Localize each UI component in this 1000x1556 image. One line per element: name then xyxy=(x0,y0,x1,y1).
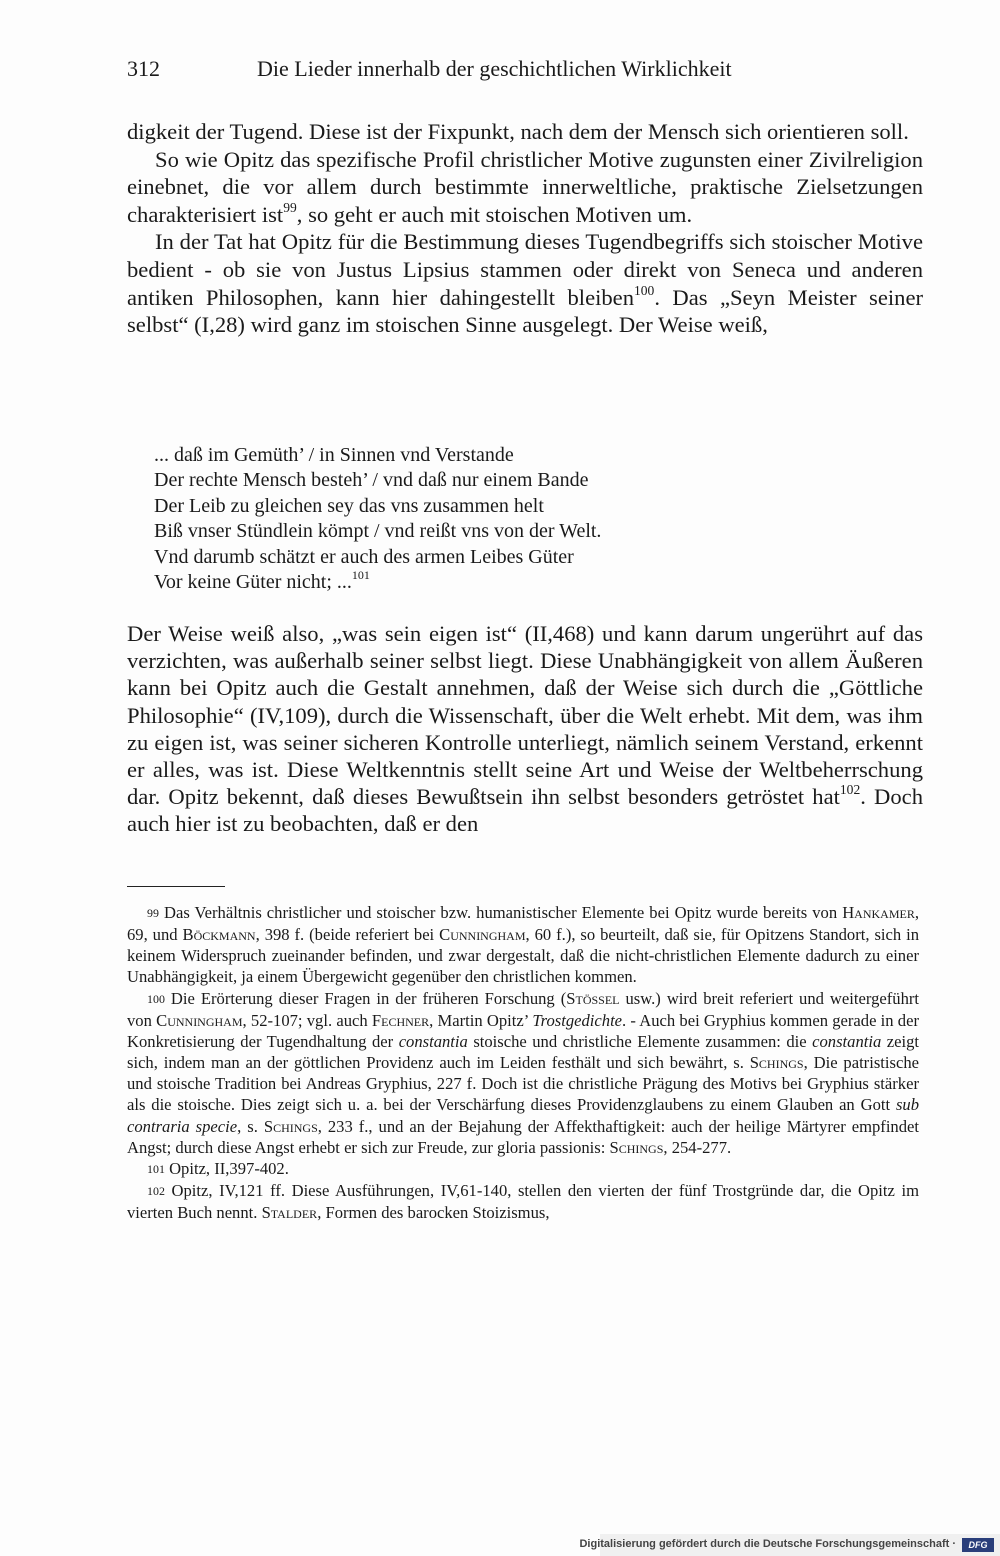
footnote-102: 102 Opitz, IV,121 ff. Diese Ausführungen, IV,61-140, stellen den vierten der fünf Trostgründe dar, die Opitz im vierten Buch nennt. Stalder, Formen des barocken Stoizismus, xyxy=(127,1181,919,1223)
footnote-ref-101: 101 xyxy=(351,568,370,583)
footnote-ref-100: 100 xyxy=(634,282,655,298)
main-text xyxy=(127,118,923,339)
paragraph-3: In der Tat hat Opitz für die Bestimmung dieses Tugendbegriffs sich stoischer Motive bedient - ob sie von Justus Lipsius stammen oder direkt von Seneca und anderen antiken Philosophen, kann hier dahingestellt bleiben$^{100}$. Das „Seyn Meister seiner selbst“ (I,28) wird ganz im stoischen Sinne ausgelegt. Der Weise weiß, xyxy=(127,229,923,338)
footnote-divider xyxy=(127,886,225,887)
footnote-ref-99: 99 xyxy=(283,199,297,215)
paragraph-1: digkeit der Tugend. Diese ist der Fixpunkt, nach dem der Mensch sich orientieren soll. xyxy=(127,119,909,144)
verse-line: Der rechte Mensch besteh’ / vnd daß nur einem Bande xyxy=(154,469,589,492)
digitization-footer xyxy=(579,1534,1000,1556)
main-text-continued xyxy=(127,620,923,838)
running-head: Die Lieder innerhalb der geschichtlichen Wirklichkeit xyxy=(257,56,732,81)
footnote-100: 100 Die Erörterung dieser Fragen in der früheren Forschung (Stössel usw.) wird breit referiert und weitergeführt von Cunningham, 52-107; vgl. auch Fechner, Martin Opitz’ Trostgedichte. - Auch bei Gryphius kommen gerade in der Konkretisierung der Tugendhaltung der constantia stoische und christliche Elemente zusammen: die constantia zeigt sich, indem man an der göttlichen Providenz auch im Leiden festhält und sich bewährt, s. Schings, Die patristische und stoische Tradition bei Andreas Gryphius, 227 f. Doch ist die christliche Prägung des Motivs bei Gryphius stärker als die stoische. Dies zeigt sich u. a. bei der Verschärfung dieses Providenzglaubens zu einem Glauben an Gott sub contraria specie, s. Schings, 233 f., und an der Bejahung der Affekthaftigkeit: auch der heilige Märtyrer empfindet Angst; durch diese Angst erhebt er sich zur Freude, zur gloria passionis: Schings, 254-277. xyxy=(127,988,920,1157)
footnote-99: 99 Das Verhältnis christlicher und stoischer bzw. humanistischer Elemente bei Opitz wurde bereits von Hankamer, 69, und Böckmann, 398 f. (beide referiert bei Cunningham, 60 f.), so beurteilt, daß sie, für Opitzens Standort, sich in keinem Widerspruch zueinander befinden, und zwar dergestalt, daß die nicht-christlichen Elemente dadurch zu einer Unabhängigkeit, ja einem Übergewicht gegenüber den christlichen kommen. xyxy=(127,903,920,987)
verse-line: Vnd darumb schätzt er auch des armen Leibes Güter xyxy=(154,545,574,568)
funding-notice: Digitalisierung gefördert durch die Deutsche Forschungsgemeinschaft · xyxy=(579,1538,956,1550)
paragraph-4: Der Weise weiß also, „was sein eigen ist“ (II,468) und kann darum ungerührt auf das verzichten, was außerhalb seiner selbst liegt. Diese Unabhängigkeit von allem Äußeren kann bei Opitz auch die Gestalt annehmen, daß der Weise sich durch die „Göttliche Philosophie“ (IV,109), durch die Wissenschaft, über die Welt erhebt. Mit dem, was ihm zu eigen ist, was seiner sicheren Kontrolle unterliegt, nämlich seinem Verstand, erkennt er alles, was ist. Diese Weltkenntnis stellt seine Art und Weise der Weltbeherrschung dar. Opitz bekennt, daß dieses Bewußtsein ihn selbst besonders getröstet hat$^{102}$. Doch auch hier ist zu beobachten, daß er den xyxy=(127,621,923,837)
footnote-101: 101 Opitz, II,397-402. xyxy=(147,1159,289,1179)
verse-quote xyxy=(154,443,601,595)
paragraph-2: So wie Opitz das spezifische Profil christlicher Motive zugunsten einer Zivilreligion einebnet, die vor allem durch bestimmte innerweltliche, praktische Zielsetzungen charakterisiert ist$^{99}$, so geht er auch mit stoischen Motiven um. xyxy=(127,146,923,227)
page-number: 312 xyxy=(127,56,160,81)
footnote-ref-102: 102 xyxy=(839,782,861,798)
dfg-logo: DFG xyxy=(962,1538,994,1552)
verse-line: Vor keine Güter nicht; ...$^{101}$ xyxy=(154,568,370,594)
verse-line: Biß vnser Stündlein kömpt / vnd reißt vns von der Welt. xyxy=(154,520,602,543)
verse-line: Der Leib zu gleichen sey das vns zusammen helt xyxy=(154,494,544,517)
footnotes xyxy=(127,902,919,1223)
verse-line: ... daß im Gemüth’ / in Sinnen vnd Verstande xyxy=(154,444,514,466)
